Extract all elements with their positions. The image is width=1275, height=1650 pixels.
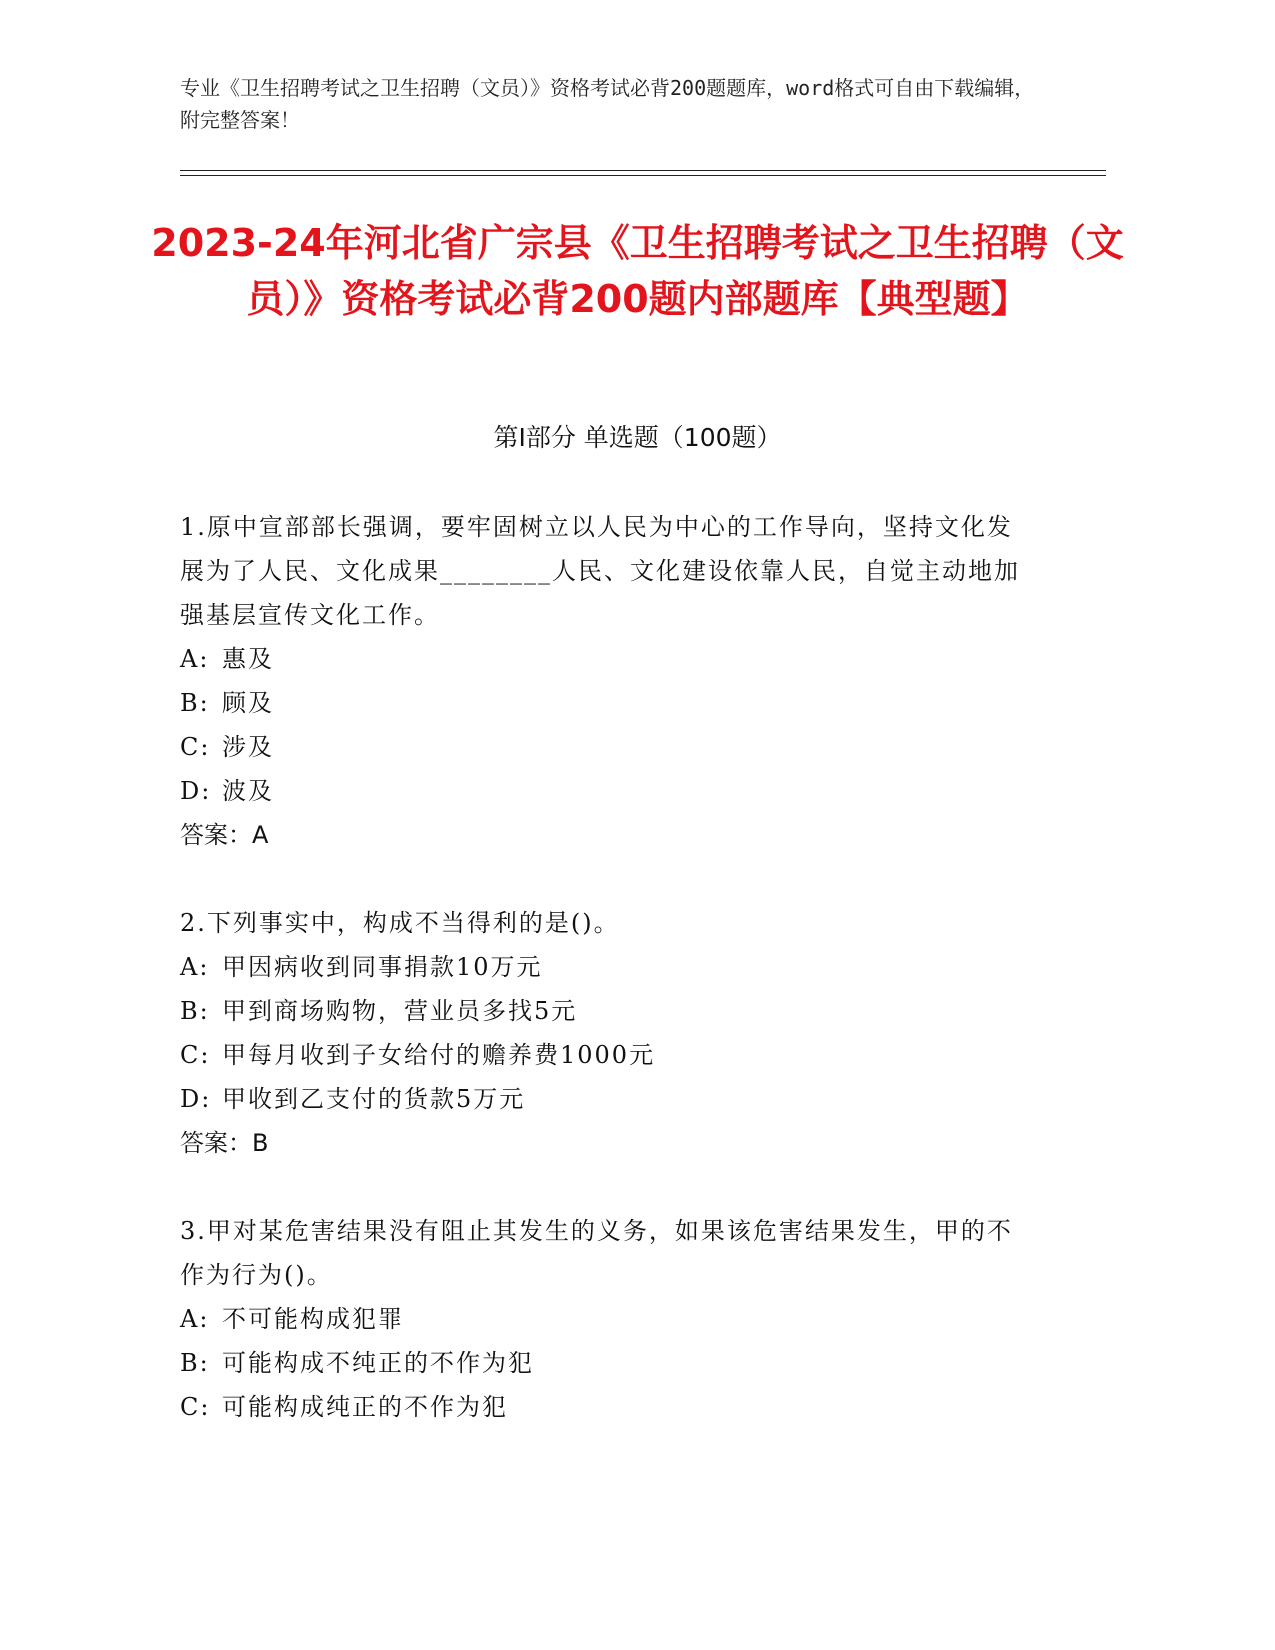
option-text: 甲到商场购物，营业员多找5元 — [222, 997, 578, 1025]
section-title: 第Ⅰ部分 单选题（100题） — [493, 423, 782, 452]
option-key: D: — [180, 1085, 212, 1113]
option-key: A: — [180, 645, 210, 673]
question-2 — [180, 901, 1030, 1165]
option-key: B: — [180, 997, 210, 1025]
option-text: 涉及 — [222, 733, 274, 761]
option-d — [180, 769, 1030, 813]
option-key: C: — [180, 1041, 211, 1069]
option-text: 甲收到乙支付的货款5万元 — [222, 1085, 526, 1113]
option-b — [180, 1341, 1030, 1385]
option-b — [180, 681, 1030, 725]
document-title: 2023-24年河北省广宗县《卫生招聘考试之卫生招聘（文员）》资格考试必背200题内部题库【典型题】 — [151, 221, 1124, 321]
option-text: 惠及 — [222, 645, 274, 673]
question-stem: 1.原中宣部部长强调，要牢固树立以人民为中心的工作导向，坚持文化发展为了人民、文化成果________人民、文化建设依靠人民，自觉主动地加强基层宣传文化工作。 — [180, 513, 1020, 629]
option-c — [180, 1385, 1030, 1429]
option-key: C: — [180, 1393, 211, 1421]
header-divider-bottom — [180, 175, 1106, 176]
option-key: A: — [180, 1305, 210, 1333]
option-text: 波及 — [222, 777, 274, 805]
option-key: C: — [180, 733, 211, 761]
question-stem: 3.甲对某危害结果没有阻止其发生的义务，如果该危害结果发生，甲的不作为行为()。 — [180, 1217, 1013, 1289]
option-text: 可能构成纯正的不作为犯 — [222, 1393, 508, 1421]
option-key: A: — [180, 953, 210, 981]
question-1 — [180, 505, 1030, 857]
option-text: 可能构成不纯正的不作为犯 — [222, 1349, 534, 1377]
option-text: 顾及 — [222, 689, 274, 717]
header-note: 专业《卫生招聘考试之卫生招聘（文员）》资格考试必背200题题库，word格式可自由下载编辑，附完整答案！ — [180, 76, 1035, 132]
option-text: 甲因病收到同事捐款10万元 — [222, 953, 543, 981]
question-stem: 2.下列事实中，构成不当得利的是()。 — [180, 909, 620, 937]
option-b — [180, 989, 1030, 1033]
option-a — [180, 1297, 1030, 1341]
option-key: B: — [180, 689, 210, 717]
option-a — [180, 637, 1030, 681]
answer-line: 答案：B — [180, 1129, 269, 1157]
option-text: 甲每月收到子女给付的赡养费1000元 — [222, 1041, 656, 1069]
option-key: D: — [180, 777, 212, 805]
option-a — [180, 945, 1030, 989]
question-3 — [180, 1209, 1030, 1429]
option-text: 不可能构成犯罪 — [222, 1305, 404, 1333]
option-key: B: — [180, 1349, 210, 1377]
header-divider-top — [180, 170, 1106, 171]
option-d — [180, 1077, 1030, 1121]
option-c — [180, 725, 1030, 769]
option-c — [180, 1033, 1030, 1077]
question-list — [180, 505, 1030, 1473]
answer-line: 答案：A — [180, 821, 269, 849]
